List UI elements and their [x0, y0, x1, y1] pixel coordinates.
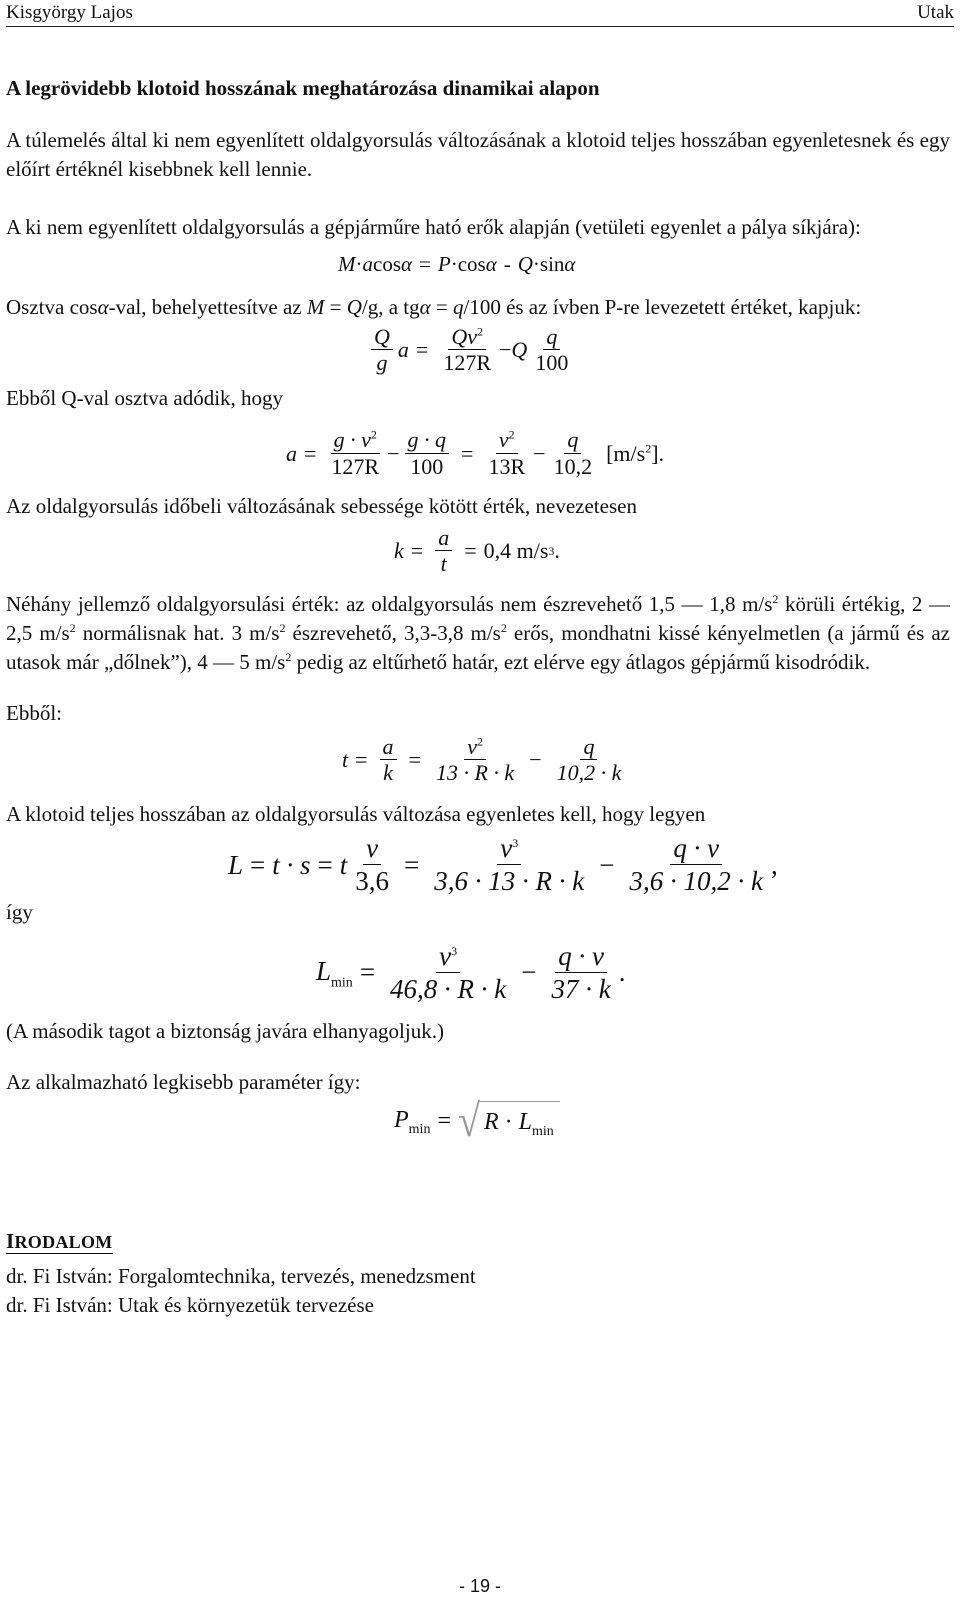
eq1-a: a: [362, 251, 373, 276]
eq1-p: P: [437, 251, 451, 276]
main-content: [6, 74, 950, 1320]
references-section: [6, 1227, 950, 1320]
header-section: Utak: [917, 2, 954, 23]
eq2-frac-q-100: $\frac{q}{100}$: [535, 323, 569, 376]
paragraph-5: Az oldalgyorsulás időbeli változásának sebessége kötött érték, nevezetesen: [6, 494, 637, 519]
reference-item: dr. Fi István: Forgalomtechnika, tervezés, menedzsment: [6, 1264, 476, 1289]
equation-5: t = $\frac{a}{k}$ = $\frac{v^2}{13 \cdot R \cdot k}$ − $\frac{q}{10,2 \cdot k}$: [342, 733, 622, 785]
eq1-minus: -: [503, 251, 511, 276]
eq1-cos-2: cos: [457, 251, 486, 276]
sqrt-icon: √: [458, 1094, 480, 1147]
equation-3: a = $\frac{g \cdot v^2}{127R}$ − $\frac{g \cdot q}{100}$ = $\frac{v^2}{13R}$ − $\frac{q}{10,2}$ $[m/s^2]$.: [286, 427, 665, 479]
page-number: - 19 -: [458, 1576, 501, 1596]
eq2-frac-qv2: $\frac{Qv^2}{127R}$: [443, 323, 491, 376]
paragraph-9: így: [6, 899, 33, 924]
sqrt-expression: √ $R \cdot L_{min}$: [458, 1101, 560, 1141]
eq1-m: M: [338, 251, 356, 276]
eq1-q: Q: [517, 251, 533, 276]
reference-item: dr. Fi István: Utak és környezetük tervezése: [6, 1293, 374, 1318]
equation-7: $L_{min}$ = $\frac{v^3}{46,8 \cdot R \cdot k}$ − $\frac{q \cdot v}{37 \cdot k}$ .: [316, 940, 626, 1004]
equation-6: L = t · s = t $\frac{v}{3,6}$ = $\frac{v^3}{3,6 \cdot 13 \cdot R \cdot k}$ − $\frac{q \cdot v}{3,6 \cdot 10,2 \cdot k}$ ,: [228, 833, 778, 897]
equation-force-balance: M · a cos α = P · cos α - Q · sin α: [338, 250, 950, 279]
eq1-alpha-2: α: [485, 251, 497, 276]
equation-2: $\frac{Q}{g}$ a = $\frac{Qv^2}{127R}$ − Q $\frac{q}{100}$: [366, 324, 950, 377]
header-author: Kisgyörgy Lajos: [6, 2, 133, 23]
paragraph-2: A ki nem egyenlített oldalgyorsulás a gépjárműre ható erők alapján (vetületi egyenlet a pálya síkjára):: [6, 214, 861, 239]
equation-8: $P_{min}$ = √ $R \cdot L_{min}$: [394, 1101, 950, 1141]
paragraph-7: Ebből:: [6, 700, 62, 725]
eq1-cos: cos: [373, 251, 401, 276]
references-heading: IRODALOM: [6, 1229, 113, 1254]
eq1-sin: sin: [539, 251, 565, 276]
paragraph-3: Osztva cosα-val, behelyettesítve az M = Q/g, a tgα = q/100 és az ívben P-re levezetett értéket, kapjuk:: [6, 294, 862, 319]
eq1-alpha: α: [401, 251, 413, 276]
equation-4: k = $\frac{a}{t}$ = 0,4 m/s 3 .: [394, 525, 560, 577]
paragraph-4: Ebből Q-val osztva adódik, hogy: [6, 386, 284, 411]
eq2-frac-q-g: $\frac{Q}{g}$: [371, 324, 393, 377]
eq1-equals: =: [419, 251, 431, 276]
paragraph-6: Néhány jellemző oldalgyorsulási érték: az oldalgyorsulás nem észrevehető 1,5 — 1,8 $m/s^2$ körüli értékig, 2 — 2,5 $m/s^2$ normálisnak hat. 3 $m/s^2$ észrevehető, 3,3-3,8 $m/s^2$ erős, mondhatni kissé kényelmetlen (a jármű és az utasok már „dőlnek”), 4 — 5 $m/s^2$ pedig az eltűrhető határ, ezt elérve egy átlagos gépjármű kisodródik.: [6, 591, 950, 674]
section-title: A legrövidebb klotoid hosszának meghatározása dinamikai alapon: [6, 76, 600, 100]
paragraph-8: A klotoid teljes hosszában az oldalgyorsulás változása egyenletes kell, hogy legyen: [6, 802, 706, 827]
eq1-alpha-3: α: [564, 251, 576, 276]
paragraph-10: (A második tagot a biztonság javára elhanyagoljuk.): [6, 1019, 444, 1044]
paragraph-1: A túlemelés által ki nem egyenlített oldalgyorsulás változásának a klotoid teljes hosszában egyenletesnek és egy előírt értéknél kisebbnek kell lennie.: [6, 127, 950, 181]
page-header: [6, 0, 954, 27]
paragraph-11: Az alkalmazható legkisebb paraméter így:: [6, 1070, 361, 1095]
